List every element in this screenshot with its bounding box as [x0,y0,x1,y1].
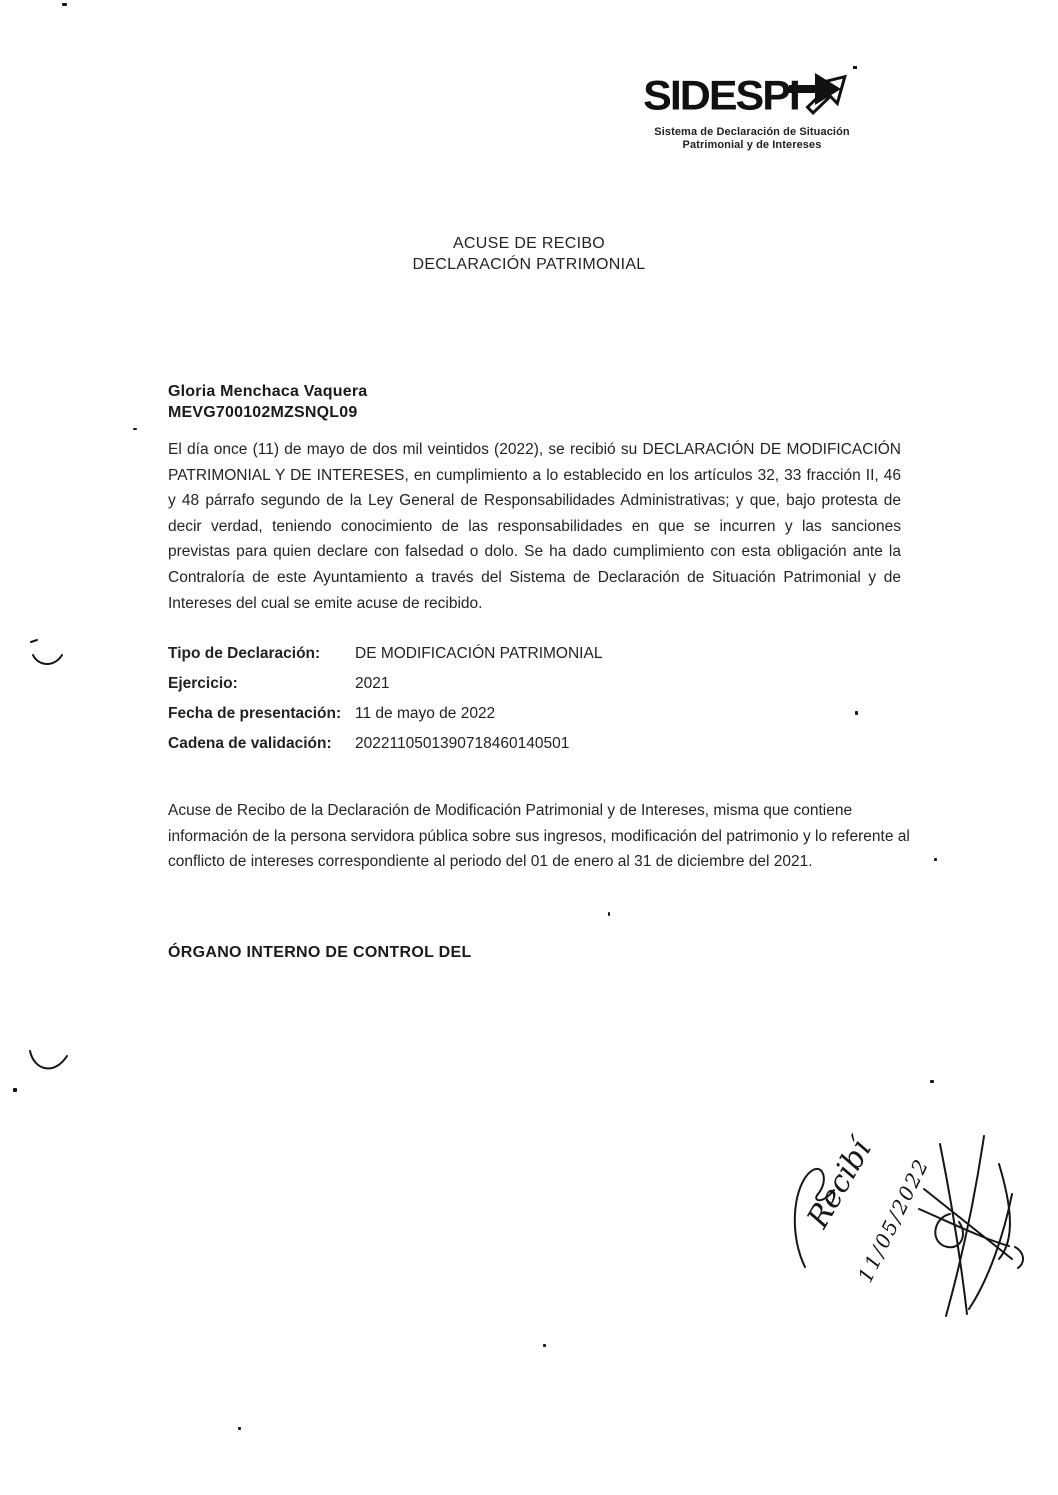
scan-speck [543,1344,546,1347]
detail-value-ejercicio: 2021 [355,675,390,692]
declarant-block [168,381,367,423]
logo-brand-text: SIDESPI [643,72,799,120]
detail-value-fecha: 11 de mayo de 2022 [355,705,496,722]
organo-interno-heading: ÓRGANO INTERNO DE CONTROL DEL [168,944,472,961]
declarant-curp: MEVG700102MZSNQL09 [168,404,358,421]
detail-label-ejercicio: Ejercicio: [168,675,238,692]
scan-curl-mark-bottom [23,1042,79,1089]
detail-row-tipo [168,643,602,664]
handwritten-date-text: 11/05/2022 [852,1154,934,1287]
scan-speck [238,1427,241,1430]
body-paragraph-1: El día once (11) de mayo de dos mil veintidos (2022), se recibió su DECLARACIÓN DE MODIFICACIÓN PATRIMONIAL Y DE INTERESES, en cumplimiento a lo establecido en los artículos 32, 33 fracción II, 46 y 48 párrafo segundo de la Ley General de Responsabilidades Administrativas; y que, bajo protesta de decir verdad, teniendo conocimiento de las responsabilidades en que se incurren y las sanciones previstas para quien declare con falsedad o dolo. Se ha dado cumplimiento con esta obligación ante la Contraloría de este Ayuntamiento a través del Sistema de Declaración de Situación Patrimonial y de Intereses del cual se emite acuse de recibido. [168,441,901,612]
detail-row-cadena [168,733,602,754]
scan-speck [934,858,937,861]
detail-value-tipo: DE MODIFICACIÓN PATRIMONIAL [355,645,603,662]
scan-speck [855,711,858,715]
logo-tagline-line1: Sistema de Declaración de Situación [654,126,850,138]
title-line2: DECLARACIÓN PATRIMONIAL [412,256,646,273]
detail-label-fecha: Fecha de presentación: [168,705,342,722]
scan-curl-mark-top [25,635,73,678]
title-line1: ACUSE DE RECIBO [452,235,606,252]
body-paragraph-2: Acuse de Recibo de la Declaración de Modificación Patrimonial y de Intereses, misma que contiene información de la persona servidora pública sobre sus ingresos, modificación del patrimonio y lo referente al conflicto de intereses correspondiente al periodo del 01 de enero al 31 de diciembre del 2021. [168,802,910,871]
logo-tagline-line2: Patrimonial y de Intereses [682,139,822,151]
detail-label-tipo: Tipo de Declaración: [168,645,321,662]
handwritten-recibi-text: Recibí [800,1133,879,1234]
handwritten-signature [772,1072,1057,1327]
detail-value-cadena: 2022110501390718460140501 [355,735,570,752]
declarant-name: Gloria Menchaca Vaquera [168,383,368,400]
declaration-details [168,643,602,763]
detail-row-fecha [168,703,602,724]
scan-speck [133,428,137,430]
scan-speck [13,1088,17,1092]
scan-speck [608,912,610,916]
document-title [0,233,1058,275]
detail-label-cadena: Cadena de validación: [168,735,332,752]
scan-speck [62,3,67,6]
sidespi-logo [643,68,861,152]
logo-arrow-icon [789,62,861,125]
scan-speck [930,1080,934,1083]
detail-row-ejercicio [168,673,602,694]
